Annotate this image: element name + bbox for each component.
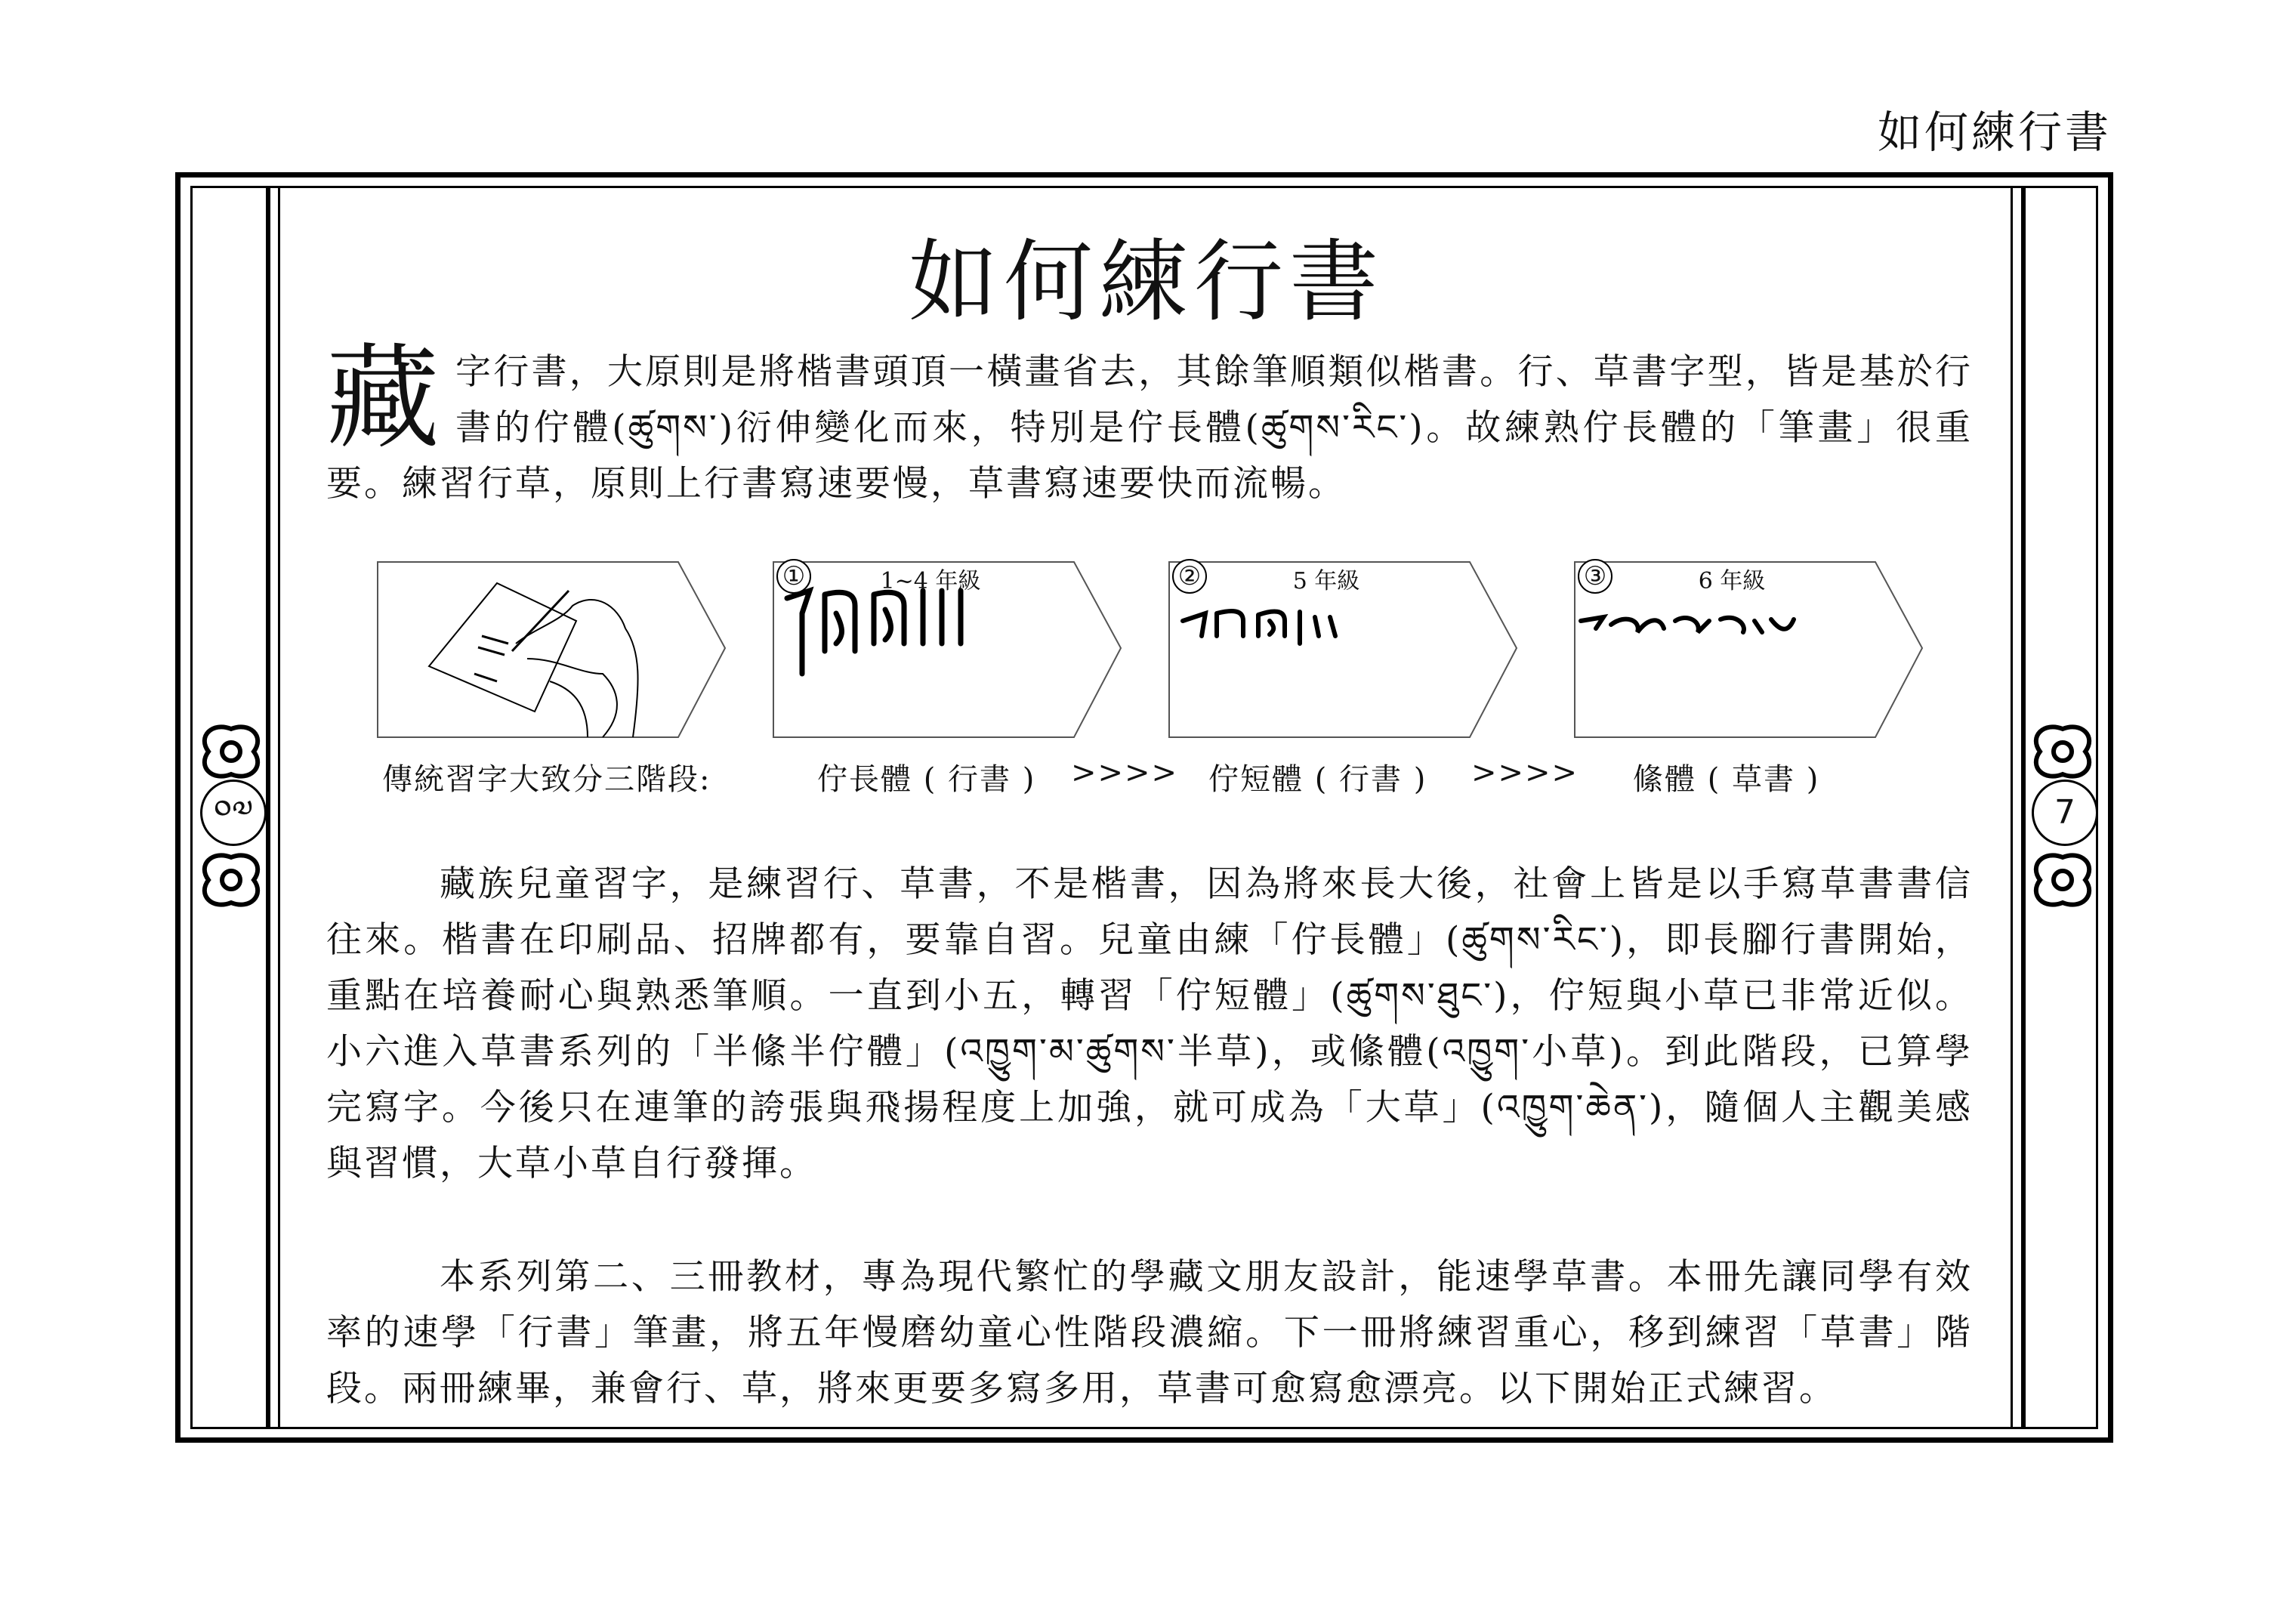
running-head: 如何練行書 bbox=[1877, 107, 2112, 158]
stage-caption-1: 佇長體 ( 行書 ) bbox=[817, 762, 1036, 797]
stage-box-2 bbox=[1168, 560, 1515, 740]
calligraphy-sample-2 bbox=[1168, 560, 1394, 681]
scroll-ornament-icon bbox=[190, 721, 273, 782]
stage-number-3: ③ bbox=[1578, 559, 1613, 594]
page-badge-left: ༠༧ bbox=[200, 780, 267, 846]
intro-text: 字行書，大原則是將楷書頭頂一橫畫省去，其餘筆順類似楷書。行、草書字型，皆是基於行書的佇體(ཚུགས་)衍伸變化而來，特別是佇長體(ཚུགས་རིང་)。故練熟佇長體的「筆畫」很重要。練習行草，原則上行書寫速要慢，草書寫速要快而流暢。 bbox=[326, 351, 1973, 505]
stage-box-3 bbox=[1573, 560, 1921, 740]
stage-caption-2: 佇短體 ( 行書 ) bbox=[1208, 762, 1427, 797]
stage-grade-2: 5 年級 bbox=[1292, 568, 1360, 594]
paragraph-3: 本系列第二、三冊教材，專為現代繁忙的學藏文朋友設計，能速學草書。本冊先讓同學有效率的速學「行書」筆畫，將五年慢磨幼童心性階段濃縮。下一冊將練習重心，移到練習「草書」階段。兩冊練畢，兼會行、草，將來更要多寫多用，草書可愈寫愈漂亮。以下開始正式練習。 bbox=[326, 1256, 1973, 1409]
frame-right-rule-thin bbox=[2011, 186, 2013, 1429]
scroll-ornament-icon bbox=[190, 850, 273, 910]
calligraphy-sample-1 bbox=[772, 560, 998, 681]
frame-left-rule-thin bbox=[278, 186, 280, 1429]
stage-caption-3: 絛體 ( 草書 ) bbox=[1633, 762, 1820, 797]
intro-paragraph bbox=[326, 333, 1973, 512]
stage-box-1 bbox=[772, 560, 1119, 740]
dropcap: 藏 bbox=[326, 333, 443, 465]
page-badge-right: 7 bbox=[2032, 780, 2098, 846]
hand-writing-icon bbox=[376, 560, 731, 742]
scroll-ornament-icon bbox=[2021, 721, 2104, 782]
page-title: 如何練行書 bbox=[908, 230, 1384, 334]
stage-arrow-1: >>>> bbox=[1071, 755, 1179, 790]
calligraphy-sample-3 bbox=[1573, 560, 1815, 681]
paragraph-2: 藏族兒童習字，是練習行、草書，不是楷書，因為將來長大後，社會上皆是以手寫草書書信往來。楷書在印刷品、招牌都有，要靠自習。兒童由練「佇長體」(ཚུགས་རིང་)，即長腳行書開始，重點在培養耐心與熟悉筆順。一直到小五，轉習「佇短體」(ཚུགས་ཐུང་)，佇短與小草已非常近似。小六進入草書系列的「半絛半佇體」(འཁྱུག་མ་ཚུགས་半草)，或絛體(འཁྱུག་小草)。到此階段，已算學完寫字。今後只在連筆的誇張與飛揚程度上加強，就可成為「大草」(འཁྱུག་ཆེན་)，隨個人主觀美感與習慣，大草小草自行發揮。 bbox=[326, 863, 1973, 1184]
illustration-box bbox=[376, 560, 724, 740]
stage-number-1: ① bbox=[776, 559, 811, 594]
stages-caption-intro: 傳統習字大致分三階段: bbox=[382, 762, 711, 797]
scroll-ornament-icon bbox=[2021, 850, 2104, 910]
stage-grade-3: 6 年級 bbox=[1698, 568, 1766, 594]
frame-right-rule bbox=[2021, 186, 2026, 1429]
stage-number-2: ② bbox=[1172, 559, 1207, 594]
stage-arrow-2: >>>> bbox=[1471, 755, 1579, 790]
frame-left-rule bbox=[266, 186, 270, 1429]
stage-grade-1: 1~4 年級 bbox=[880, 568, 981, 594]
